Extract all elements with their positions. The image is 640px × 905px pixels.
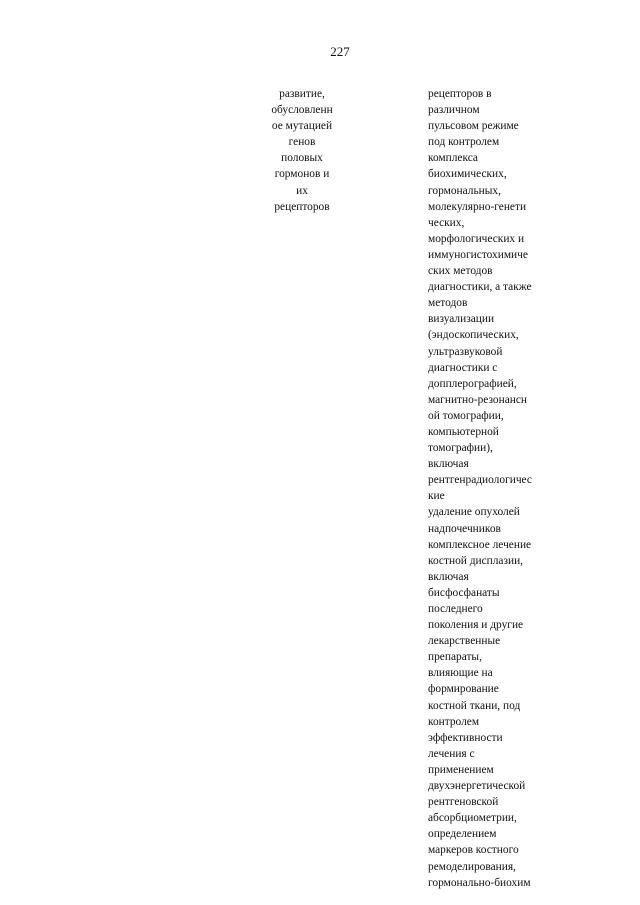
left-column-line: гормонов и — [274, 168, 330, 181]
right-column-line: эффективности — [428, 731, 503, 744]
right-column-line: надпочечников — [428, 522, 501, 535]
right-column-line: поколения и другие — [428, 619, 524, 632]
right-column-line: пульсовом режиме — [428, 120, 519, 133]
right-column-line: ремоделирования, — [428, 860, 516, 873]
right-column-line: применением — [428, 763, 494, 776]
left-column-line: развитие, — [279, 88, 325, 100]
right-column-line: компьютерной — [428, 425, 499, 438]
right-column-line: (эндоскопических, — [428, 329, 519, 342]
right-column-line: диагностики с — [428, 361, 498, 374]
right-column-line: молекулярно-генети — [428, 200, 527, 213]
right-column-line: последнего — [428, 603, 483, 615]
left-column-text — [257, 86, 347, 215]
right-column-line: рецепторов в — [428, 88, 492, 100]
right-column-line: лекарственные — [428, 635, 501, 648]
right-column-line: двухэнергетической — [428, 780, 526, 793]
right-column-line: морфологических и — [428, 232, 525, 245]
left-column-line: половых — [281, 152, 323, 165]
left-column-line: обусловленн — [271, 104, 333, 117]
right-column-line: костной ткани, под — [428, 699, 521, 712]
right-column-line: допплерографией, — [428, 377, 517, 390]
right-column-line: определением — [428, 828, 497, 841]
right-column-line: гормонально-биохим — [428, 876, 531, 889]
left-column-line: генов — [288, 136, 316, 149]
right-column-line: рентгеновской — [428, 796, 499, 809]
right-column-line: ческих, — [428, 216, 465, 229]
right-column-line: маркеров костного — [428, 844, 519, 857]
right-column-line: рентгенрадиологичес — [428, 474, 532, 487]
right-column-line: гормональных, — [428, 184, 501, 197]
right-column-line: ой томографии, — [428, 409, 504, 422]
page-number: 227 — [330, 44, 350, 59]
right-column-line: удаление опухолей — [428, 506, 520, 519]
right-column-line: формирование — [428, 683, 499, 696]
right-column-line: биохимических, — [428, 168, 507, 181]
right-column-line: абсорбциометрии, — [428, 812, 517, 825]
right-column-line: ультразвуковой — [428, 345, 503, 358]
right-column-line: ских методов — [428, 265, 493, 278]
right-column-line: контролем — [428, 715, 480, 728]
right-column-line: включая — [428, 570, 469, 583]
right-column-line: комплексное лечение — [428, 538, 532, 551]
right-column-line: методов — [428, 297, 468, 310]
right-column-line: костной дисплазии, — [428, 554, 524, 567]
right-column-line: диагностики, а также — [428, 281, 532, 294]
right-column-line: различном — [428, 104, 480, 117]
right-column-line: под контролем — [428, 136, 500, 149]
right-column-line: комплекса — [428, 152, 478, 165]
right-column-line: кие — [428, 490, 445, 503]
right-column-line: включая — [428, 458, 469, 471]
right-column-line: лечения с — [428, 747, 475, 760]
right-column-text — [428, 86, 532, 891]
right-column-line: визуализации — [428, 313, 495, 326]
right-column-line: влияющие на — [428, 667, 493, 680]
left-column-line: их — [296, 184, 308, 197]
left-column-line: ое мутацией — [271, 120, 333, 133]
right-column-line: томографии), — [428, 442, 493, 455]
right-column-line: иммуногистохимиче — [428, 248, 528, 261]
right-column-line: бисфосфанаты — [428, 586, 500, 599]
right-column-line: препараты, — [428, 651, 482, 664]
left-column-line: рецепторов — [274, 200, 330, 213]
right-column-line: магнитно-резонансн — [428, 393, 528, 406]
